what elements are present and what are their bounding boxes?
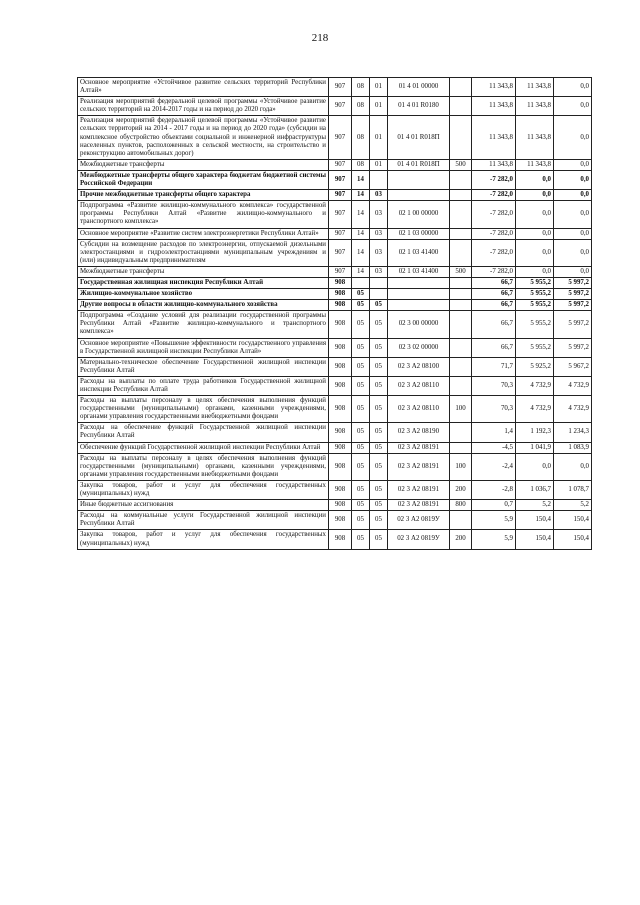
section-code: 14 xyxy=(352,266,370,277)
section-code: 05 xyxy=(352,376,370,395)
table-row xyxy=(78,442,592,453)
row-name: Расходы на выплаты по оплате труда работников Государственной жилищной инспекции Республики Алтай xyxy=(78,376,329,395)
amount-year-3: 0,0 xyxy=(554,190,592,201)
subsection-code: 05 xyxy=(370,300,388,311)
subsection-code: 05 xyxy=(370,423,388,442)
table-row xyxy=(78,159,592,170)
subsection-code: 05 xyxy=(370,453,388,480)
amount-change: -7 282,0 xyxy=(472,190,516,201)
admin-code: 908 xyxy=(329,277,352,288)
amount-change: 11 343,8 xyxy=(472,116,516,159)
table-row xyxy=(78,357,592,376)
amount-change: 66,7 xyxy=(472,311,516,338)
section-code: 08 xyxy=(352,97,370,116)
target-article-code: 02 1 00 00000 xyxy=(388,201,450,228)
expense-type-code: 100 xyxy=(450,453,472,480)
amount-change: -7 282,0 xyxy=(472,228,516,239)
admin-code: 908 xyxy=(329,442,352,453)
amount-year-3: 0,0 xyxy=(554,266,592,277)
amount-change: -2,4 xyxy=(472,453,516,480)
admin-code: 907 xyxy=(329,266,352,277)
admin-code: 908 xyxy=(329,396,352,423)
expense-type-code: 500 xyxy=(450,159,472,170)
section-code: 14 xyxy=(352,239,370,266)
amount-change: -7 282,0 xyxy=(472,239,516,266)
target-article-code: 02 1 03 41400 xyxy=(388,239,450,266)
section-code: 14 xyxy=(352,228,370,239)
row-name: Расходы на коммунальные услуги Государственной жилищной инспекции Республики Алтай xyxy=(78,511,329,530)
table-row xyxy=(78,376,592,395)
table-row xyxy=(78,396,592,423)
table-row xyxy=(78,228,592,239)
admin-code: 908 xyxy=(329,376,352,395)
amount-year-3: 0,0 xyxy=(554,170,592,189)
amount-year-2: 0,0 xyxy=(516,266,554,277)
target-article-code xyxy=(388,170,450,189)
amount-year-2: 5 955,2 xyxy=(516,289,554,300)
admin-code: 907 xyxy=(329,78,352,97)
subsection-code: 03 xyxy=(370,201,388,228)
amount-change: -7 282,0 xyxy=(472,201,516,228)
subsection-code: 01 xyxy=(370,159,388,170)
amount-year-3: 150,4 xyxy=(554,530,592,549)
table-row xyxy=(78,311,592,338)
admin-code: 907 xyxy=(329,190,352,201)
amount-year-3: 5 997,2 xyxy=(554,338,592,357)
row-name: Расходы на обеспечение функций Государственной жилищной инспекции Республики Алтай xyxy=(78,423,329,442)
target-article-code xyxy=(388,289,450,300)
row-name: Основное мероприятие «Развитие систем электроэнергетики Республики Алтай» xyxy=(78,228,329,239)
expense-type-code xyxy=(450,289,472,300)
section-code: 05 xyxy=(352,480,370,499)
table-row xyxy=(78,277,592,288)
row-name: Государственная жилищная инспекция Республики Алтай xyxy=(78,277,329,288)
amount-year-3: 4 732,9 xyxy=(554,376,592,395)
table-row xyxy=(78,511,592,530)
expense-type-code xyxy=(450,201,472,228)
amount-change: -4,5 xyxy=(472,442,516,453)
amount-year-3: 4 732,9 xyxy=(554,396,592,423)
admin-code: 908 xyxy=(329,289,352,300)
amount-year-2: 150,4 xyxy=(516,530,554,549)
target-article-code: 02 3 00 00000 xyxy=(388,311,450,338)
expense-type-code: 200 xyxy=(450,530,472,549)
target-article-code: 01 4 01 R018П xyxy=(388,116,450,159)
row-name: Расходы на выплаты персоналу в целях обеспечения выполнения функций государственными (муниципальными) органами, казенными учреждениями, органами управления государственными внебюджетными фондами xyxy=(78,396,329,423)
subsection-code: 01 xyxy=(370,78,388,97)
section-code: 14 xyxy=(352,201,370,228)
row-name: Межбюджетные трансферты общего характера бюджетам бюджетной системы Российской Федерации xyxy=(78,170,329,189)
row-name: Реализация мероприятий федеральной целевой программы «Устойчивое развитие сельских территорий на 2014-2017 годы и на период до 2020 года» xyxy=(78,97,329,116)
amount-change: 66,7 xyxy=(472,300,516,311)
target-article-code: 02 1 03 00000 xyxy=(388,228,450,239)
subsection-code: 03 xyxy=(370,266,388,277)
admin-code: 907 xyxy=(329,201,352,228)
row-name: Основное мероприятие «Повышение эффективности государственного управления в Государственной жилищной инспекции Республики Алтай» xyxy=(78,338,329,357)
table-row xyxy=(78,78,592,97)
admin-code: 908 xyxy=(329,423,352,442)
amount-year-3: 5 997,2 xyxy=(554,300,592,311)
table-row xyxy=(78,289,592,300)
table-row xyxy=(78,97,592,116)
amount-change: 66,7 xyxy=(472,277,516,288)
subsection-code: 05 xyxy=(370,396,388,423)
amount-year-2: 5 955,2 xyxy=(516,338,554,357)
amount-change: 11 343,8 xyxy=(472,159,516,170)
amount-year-3: 0,0 xyxy=(554,116,592,159)
amount-year-2: 0,0 xyxy=(516,239,554,266)
subsection-code: 03 xyxy=(370,228,388,239)
target-article-code: 01 4 01 R0180 xyxy=(388,97,450,116)
target-article-code: 02 3 02 00000 xyxy=(388,338,450,357)
section-code: 05 xyxy=(352,311,370,338)
amount-year-2: 11 343,8 xyxy=(516,159,554,170)
subsection-code: 05 xyxy=(370,442,388,453)
admin-code: 907 xyxy=(329,116,352,159)
row-name: Жилищно-коммунальное хозяйство xyxy=(78,289,329,300)
table-row xyxy=(78,239,592,266)
expense-type-code xyxy=(450,442,472,453)
expense-type-code xyxy=(450,338,472,357)
admin-code: 907 xyxy=(329,170,352,189)
subsection-code: 01 xyxy=(370,116,388,159)
table-row xyxy=(78,266,592,277)
row-name: Межбюджетные трансферты xyxy=(78,159,329,170)
expense-type-code xyxy=(450,423,472,442)
section-code: 05 xyxy=(352,500,370,511)
target-article-code xyxy=(388,190,450,201)
table-row xyxy=(78,480,592,499)
amount-year-3: 150,4 xyxy=(554,511,592,530)
section-code: 05 xyxy=(352,289,370,300)
table-row xyxy=(78,170,592,189)
amount-year-3: 0,0 xyxy=(554,97,592,116)
section-code: 05 xyxy=(352,396,370,423)
amount-year-2: 0,0 xyxy=(516,170,554,189)
row-name: Субсидии на возмещение расходов по электроэнергии, отпускаемой дизельными электростанциями и гидроэлектростанциями муниципальным учреждениям и (или) индивидуальным предпринимателям xyxy=(78,239,329,266)
row-name: Обеспечение функций Государственной жилищной инспекции Республики Алтай xyxy=(78,442,329,453)
target-article-code: 02 3 А2 08191 xyxy=(388,442,450,453)
admin-code: 908 xyxy=(329,500,352,511)
subsection-code: 03 xyxy=(370,239,388,266)
amount-year-3: 1 078,7 xyxy=(554,480,592,499)
admin-code: 908 xyxy=(329,480,352,499)
amount-change: -2,8 xyxy=(472,480,516,499)
row-name: Материально-техническое обеспечение Государственной жилищной инспекции Республики Алтай xyxy=(78,357,329,376)
admin-code: 908 xyxy=(329,511,352,530)
expense-type-code xyxy=(450,170,472,189)
amount-change: 66,7 xyxy=(472,289,516,300)
amount-year-3: 5 997,2 xyxy=(554,311,592,338)
amount-year-2: 0,0 xyxy=(516,453,554,480)
admin-code: 908 xyxy=(329,453,352,480)
target-article-code xyxy=(388,300,450,311)
section-code: 05 xyxy=(352,357,370,376)
table-row xyxy=(78,300,592,311)
expense-type-code xyxy=(450,376,472,395)
row-name: Реализация мероприятий федеральной целевой программы «Устойчивое развитие сельских территорий на 2014 - 2017 годы и на период до 2020 года» (субсидии на комплексное обустройство объектами социальной и инженерной инфраструктуры населенных пунктов, расположенных в сельской местности, на строительство и реконструкцию автомобильных дорог) xyxy=(78,116,329,159)
amount-year-3: 0,0 xyxy=(554,159,592,170)
subsection-code: 05 xyxy=(370,480,388,499)
expense-type-code xyxy=(450,239,472,266)
expense-type-code xyxy=(450,311,472,338)
table-row xyxy=(78,530,592,549)
amount-year-3: 1 234,3 xyxy=(554,423,592,442)
section-code: 05 xyxy=(352,511,370,530)
admin-code: 907 xyxy=(329,239,352,266)
amount-change: 70,3 xyxy=(472,376,516,395)
row-name: Закупка товаров, работ и услуг для обеспечения государственных (муниципальных) нужд xyxy=(78,480,329,499)
subsection-code: 05 xyxy=(370,530,388,549)
amount-year-3: 0,0 xyxy=(554,228,592,239)
expense-type-code: 100 xyxy=(450,396,472,423)
table-row xyxy=(78,423,592,442)
expense-type-code xyxy=(450,511,472,530)
target-article-code: 02 3 А2 08191 xyxy=(388,500,450,511)
amount-change: 5,9 xyxy=(472,530,516,549)
target-article-code: 01 4 01 00000 xyxy=(388,78,450,97)
table-row xyxy=(78,201,592,228)
section-code: 08 xyxy=(352,159,370,170)
section-code xyxy=(352,277,370,288)
target-article-code: 02 3 А2 08191 xyxy=(388,480,450,499)
target-article-code: 02 3 А2 0819У xyxy=(388,511,450,530)
amount-year-2: 4 732,9 xyxy=(516,376,554,395)
expense-type-code xyxy=(450,228,472,239)
admin-code: 907 xyxy=(329,159,352,170)
admin-code: 907 xyxy=(329,97,352,116)
amount-year-2: 1 041,9 xyxy=(516,442,554,453)
subsection-code xyxy=(370,277,388,288)
amount-year-3: 5,2 xyxy=(554,500,592,511)
amount-change: -7 282,0 xyxy=(472,266,516,277)
amount-year-3: 0,0 xyxy=(554,239,592,266)
amount-change: 70,3 xyxy=(472,396,516,423)
target-article-code: 02 3 А2 08191 xyxy=(388,453,450,480)
expense-type-code xyxy=(450,190,472,201)
subsection-code xyxy=(370,289,388,300)
table-row xyxy=(78,116,592,159)
section-code: 14 xyxy=(352,170,370,189)
table-row xyxy=(78,500,592,511)
row-name: Подпрограмма «Создание условий для реализации государственной программы Республики Алтай «Развитие жилищно-коммунального и транспортного комплекса» xyxy=(78,311,329,338)
amount-year-3: 1 083,9 xyxy=(554,442,592,453)
row-name: Подпрограмма «Развитие жилищно-коммунального комплекса» государственной программы Республики Алтай «Развитие жилищно-коммунального и транспортного комплекса» xyxy=(78,201,329,228)
subsection-code: 05 xyxy=(370,511,388,530)
row-name: Межбюджетные трансферты xyxy=(78,266,329,277)
subsection-code: 05 xyxy=(370,311,388,338)
section-code: 14 xyxy=(352,190,370,201)
admin-code: 908 xyxy=(329,300,352,311)
expense-type-code xyxy=(450,78,472,97)
target-article-code: 02 3 А2 08110 xyxy=(388,396,450,423)
row-name: Расходы на выплаты персоналу в целях обеспечения выполнения функций государственными (муниципальными) органами, казенными учреждениями, органами управления государственными внебюджетными фондами xyxy=(78,453,329,480)
amount-change: 66,7 xyxy=(472,338,516,357)
expense-type-code: 800 xyxy=(450,500,472,511)
section-code: 05 xyxy=(352,300,370,311)
admin-code: 908 xyxy=(329,357,352,376)
amount-year-2: 11 343,8 xyxy=(516,116,554,159)
amount-year-2: 11 343,8 xyxy=(516,78,554,97)
section-code: 05 xyxy=(352,338,370,357)
section-code: 05 xyxy=(352,453,370,480)
section-code: 05 xyxy=(352,442,370,453)
amount-year-2: 1 192,3 xyxy=(516,423,554,442)
amount-year-2: 5 955,2 xyxy=(516,311,554,338)
expense-type-code xyxy=(450,277,472,288)
amount-year-3: 5 997,2 xyxy=(554,289,592,300)
row-name: Прочие межбюджетные трансферты общего характера xyxy=(78,190,329,201)
budget-table xyxy=(77,77,592,550)
target-article-code xyxy=(388,277,450,288)
subsection-code xyxy=(370,170,388,189)
amount-year-2: 1 036,7 xyxy=(516,480,554,499)
table-row xyxy=(78,453,592,480)
section-code: 05 xyxy=(352,423,370,442)
target-article-code: 02 3 А2 08100 xyxy=(388,357,450,376)
row-name: Иные бюджетные ассигнования xyxy=(78,500,329,511)
admin-code: 908 xyxy=(329,311,352,338)
amount-year-2: 11 343,8 xyxy=(516,97,554,116)
amount-change: 1,4 xyxy=(472,423,516,442)
amount-year-2: 0,0 xyxy=(516,228,554,239)
row-name: Закупка товаров, работ и услуг для обеспечения государственных (муниципальных) нужд xyxy=(78,530,329,549)
target-article-code: 02 1 03 41400 xyxy=(388,266,450,277)
admin-code: 908 xyxy=(329,530,352,549)
amount-change: 0,7 xyxy=(472,500,516,511)
amount-year-2: 0,0 xyxy=(516,201,554,228)
amount-year-2: 150,4 xyxy=(516,511,554,530)
amount-year-2: 5 925,2 xyxy=(516,357,554,376)
target-article-code: 01 4 01 R018П xyxy=(388,159,450,170)
amount-change: -7 282,0 xyxy=(472,170,516,189)
amount-change: 71,7 xyxy=(472,357,516,376)
target-article-code: 02 3 А2 08190 xyxy=(388,423,450,442)
expense-type-code xyxy=(450,357,472,376)
admin-code: 907 xyxy=(329,228,352,239)
page-number: 218 xyxy=(311,32,329,44)
amount-year-3: 0,0 xyxy=(554,78,592,97)
subsection-code: 05 xyxy=(370,500,388,511)
expense-type-code xyxy=(450,116,472,159)
amount-year-3: 5 967,2 xyxy=(554,357,592,376)
amount-year-2: 5,2 xyxy=(516,500,554,511)
expense-type-code: 200 xyxy=(450,480,472,499)
subsection-code: 05 xyxy=(370,357,388,376)
amount-year-3: 5 997,2 xyxy=(554,277,592,288)
target-article-code: 02 3 А2 08110 xyxy=(388,376,450,395)
section-code: 08 xyxy=(352,78,370,97)
admin-code: 908 xyxy=(329,338,352,357)
table-row xyxy=(78,190,592,201)
amount-year-2: 5 955,2 xyxy=(516,277,554,288)
row-name: Основное мероприятие «Устойчивое развитие сельских территорий Республики Алтай» xyxy=(78,78,329,97)
subsection-code: 05 xyxy=(370,338,388,357)
table-row xyxy=(78,338,592,357)
target-article-code: 02 3 А2 0819У xyxy=(388,530,450,549)
amount-year-2: 5 955,2 xyxy=(516,300,554,311)
amount-change: 5,9 xyxy=(472,511,516,530)
amount-year-3: 0,0 xyxy=(554,453,592,480)
amount-change: 11 343,8 xyxy=(472,78,516,97)
amount-year-2: 0,0 xyxy=(516,190,554,201)
expense-type-code: 500 xyxy=(450,266,472,277)
section-code: 05 xyxy=(352,530,370,549)
expense-type-code xyxy=(450,97,472,116)
row-name: Другие вопросы в области жилищно-коммунального хозяйства xyxy=(78,300,329,311)
section-code: 08 xyxy=(352,116,370,159)
amount-year-3: 0,0 xyxy=(554,201,592,228)
amount-change: 11 343,8 xyxy=(472,97,516,116)
subsection-code: 03 xyxy=(370,190,388,201)
amount-year-2: 4 732,9 xyxy=(516,396,554,423)
expense-type-code xyxy=(450,300,472,311)
subsection-code: 01 xyxy=(370,97,388,116)
subsection-code: 05 xyxy=(370,376,388,395)
